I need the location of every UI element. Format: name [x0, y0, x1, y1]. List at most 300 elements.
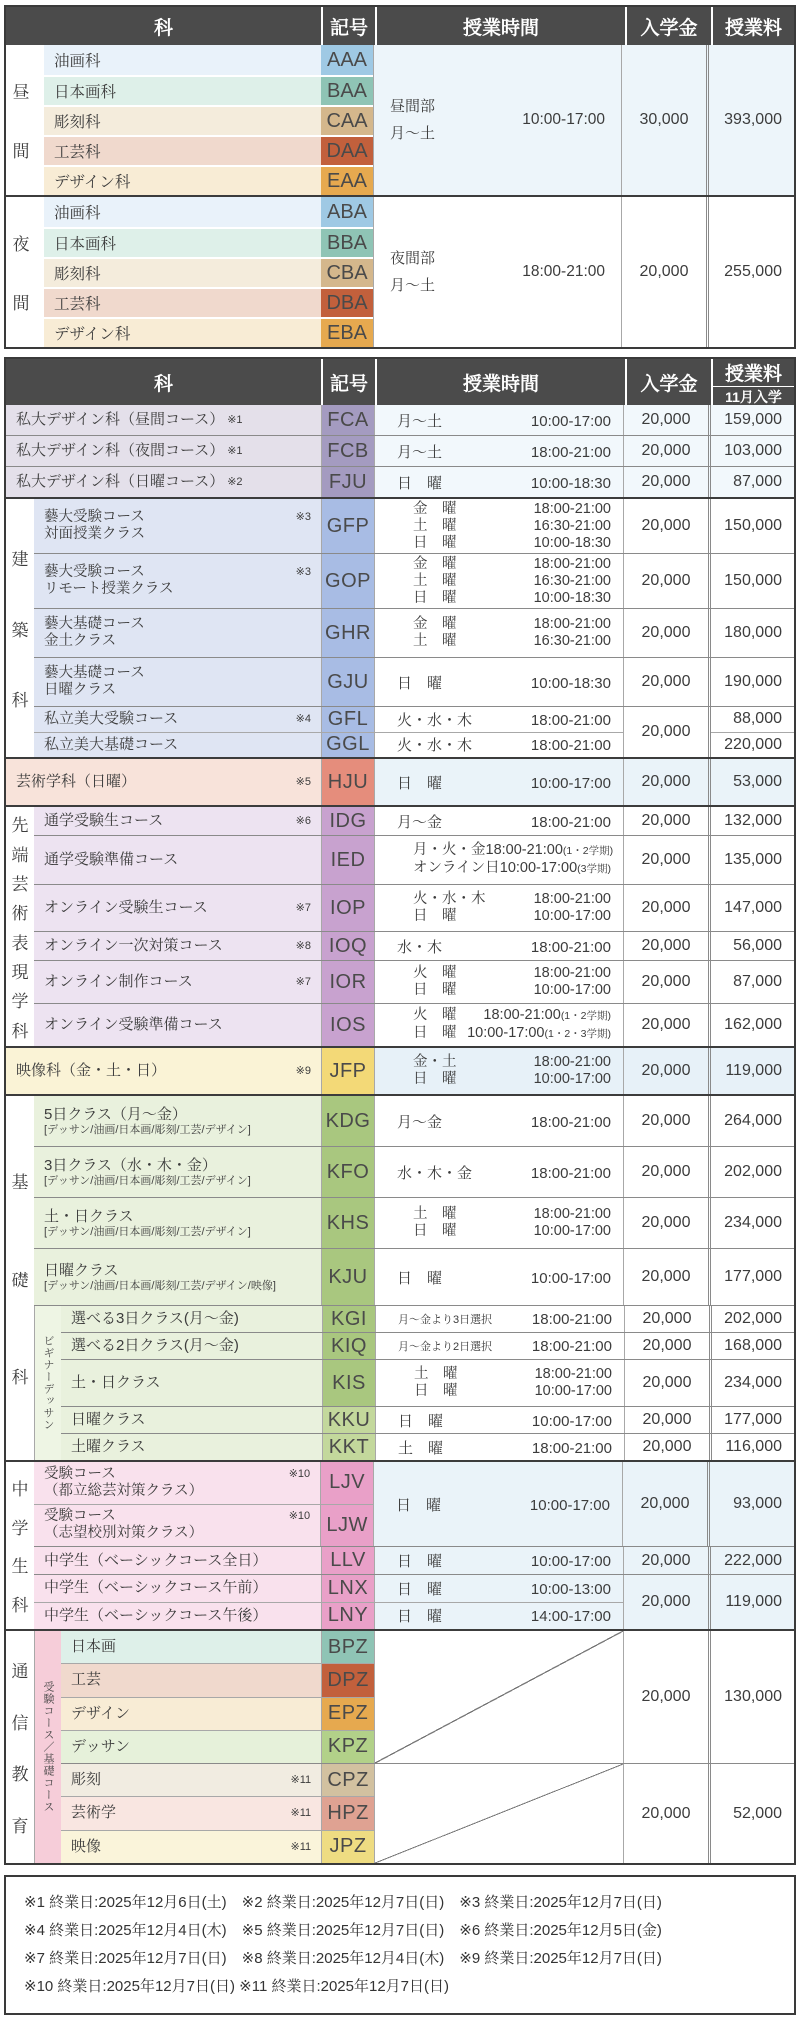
note-marker: ※1 [227, 414, 243, 426]
course-code: BPZ [321, 1631, 374, 1663]
tuition-cell: 87,000 [708, 467, 794, 497]
course-row [34, 1575, 623, 1602]
course-label-line [44, 509, 315, 526]
course-code: KKU [322, 1407, 375, 1433]
header-admission: 入学金 [625, 7, 711, 45]
time-range: 10:00-18:30 [530, 674, 611, 692]
table-header [6, 359, 794, 405]
days-label: 金 曜 [413, 555, 457, 572]
course-name: 藝大基礎コース [44, 616, 145, 632]
table-row [36, 105, 373, 135]
course-unit [61, 1332, 794, 1359]
course-name: 私大デザイン科（日曜コース） [16, 473, 225, 490]
time-line [375, 672, 623, 693]
course-name: 3日クラス（水・木・金） [44, 1156, 217, 1174]
days-label: 日 曜 [413, 1223, 457, 1239]
days-label: 土 曜 [413, 633, 457, 649]
time-range: 10:00-17:00 [533, 1223, 611, 1239]
course-name: リモート授業クラス [44, 581, 174, 597]
course-name: 対面授業クラス [44, 526, 146, 542]
course-code: KKT [322, 1434, 375, 1460]
course-code: KFO [321, 1147, 374, 1197]
course-label-line [44, 1208, 315, 1226]
time-line [375, 860, 623, 878]
time-line [375, 633, 623, 650]
course-label [34, 733, 321, 758]
course-label [61, 1333, 322, 1359]
department-label: 彫刻科 [37, 105, 321, 135]
time-cell [374, 609, 623, 657]
footnotes-box [4, 1875, 796, 2015]
days-label: 土 曜 [413, 517, 457, 534]
course-label-line [71, 1838, 315, 1856]
admission-cell: 20,000 [623, 405, 708, 435]
time-cell [374, 1575, 623, 1602]
group-label-char: 科 [11, 1367, 29, 1387]
note-marker: ※11 [290, 1807, 312, 1820]
time-cell [375, 1333, 624, 1359]
tuition-cell: 159,000 [708, 405, 794, 435]
time-line [375, 1223, 623, 1240]
time-range: 10:00-17:00 [533, 982, 611, 998]
table-row [36, 45, 373, 75]
table-row [36, 75, 373, 105]
days-label: 日 曜 [414, 1383, 458, 1399]
course-code: KIQ [322, 1333, 375, 1359]
time-line [375, 1025, 623, 1043]
days-label: 日 曜 [396, 1496, 442, 1514]
department-label: 工芸科 [37, 135, 321, 165]
course-name: 受験コース [44, 1465, 116, 1482]
admission-cell: 20,000 [623, 1096, 708, 1146]
tuition-cell: 222,000 [708, 1547, 794, 1574]
course-label [61, 1698, 321, 1730]
course-label-line [44, 682, 315, 699]
group-label-char: 科 [11, 1595, 29, 1615]
time-line [376, 1410, 624, 1431]
course-name: 5日クラス（月〜金） [44, 1105, 187, 1123]
course-code: CPZ [321, 1764, 374, 1796]
time-range: 18:00-21:00 [530, 813, 611, 831]
days-label: 金・土 [413, 1054, 457, 1070]
days-label: 日 曜 [397, 474, 443, 492]
course-label-line [44, 1106, 315, 1124]
tuition-cell: 56,000 [708, 932, 794, 960]
time-range: 10:00-17:00(3学期) [499, 860, 611, 876]
tuition-cell: 88,000 [733, 710, 782, 728]
course-row [61, 1796, 374, 1829]
group-label-char: 築 [11, 620, 29, 640]
group-label-char: 育 [11, 1816, 29, 1836]
term-note: (1・2学期) [560, 1010, 611, 1022]
days-label: 日 曜 [413, 982, 457, 998]
course-name: 藝大受験コース [44, 564, 145, 580]
table-row [36, 165, 373, 195]
group-label-char: 先 [11, 816, 29, 836]
days-label: 日 曜 [413, 534, 457, 551]
course-row [61, 1730, 374, 1763]
time-line [376, 1366, 624, 1383]
time-cell [374, 885, 623, 931]
note-marker: ※4 [295, 713, 311, 726]
course-section [6, 1046, 794, 1094]
tuition-cell: 177,000 [708, 1249, 794, 1305]
group-label-char: 信 [11, 1713, 29, 1733]
days-label: 日 曜 [397, 1269, 443, 1287]
table-row [36, 135, 373, 165]
time-line [376, 1437, 624, 1458]
time-cell [374, 961, 623, 1003]
course-label-line [71, 1671, 315, 1689]
course-label [6, 405, 321, 435]
time-cell [374, 836, 623, 884]
course-name: 私大デザイン科（夜間コース） [16, 442, 225, 459]
group-label [6, 1462, 34, 1629]
admission-cell: 20,000 [623, 499, 708, 553]
time-range: 10:00-18:30 [533, 589, 611, 606]
course-code: KPZ [321, 1731, 374, 1763]
course-subjects: [デッサン/油画/日本画/彫刻/工芸/デザイン] [44, 1174, 251, 1187]
course-code: LLV [321, 1547, 374, 1574]
admission-cell: 20,000 [624, 1306, 709, 1332]
course-label-line [71, 1771, 315, 1789]
course-units [34, 499, 794, 757]
beginner-dessin-block [34, 1305, 794, 1460]
admission-cell: 20,000 [623, 885, 708, 931]
department-code: CAA [321, 105, 373, 135]
tuition-cell: 255,000 [706, 197, 794, 347]
time-cell [374, 1249, 623, 1305]
group-label-char: 術 [11, 904, 29, 924]
note-marker: ※7 [295, 902, 311, 914]
course-code: IOQ [321, 932, 374, 960]
course-label-line [16, 442, 315, 460]
course-name: 受験コース [44, 1508, 116, 1525]
group-label-char: 現 [11, 962, 29, 982]
note-marker: ※3 [295, 511, 311, 523]
course-label-line [44, 1579, 315, 1597]
department-label: 油画科 [37, 197, 321, 227]
group-label-char: 科 [11, 1021, 29, 1041]
time-range: 18:00-21:00 [530, 443, 611, 461]
days-label: 金 曜 [413, 500, 457, 517]
course-label [61, 1764, 321, 1796]
time-range: 16:30-21:00 [533, 633, 611, 649]
course-row [61, 1764, 374, 1796]
course-name: 彫刻 [71, 1771, 102, 1789]
group-label-char: 教 [11, 1765, 29, 1785]
course-code: GHR [321, 609, 374, 657]
course-label [61, 1631, 321, 1663]
course-unit [34, 960, 794, 1003]
course-name: 日曜クラス [71, 1411, 146, 1428]
department-code: ABA [321, 197, 373, 227]
course-code: KJU [321, 1249, 374, 1305]
time-range: 18:00-21:00 [522, 263, 605, 280]
time-line [375, 556, 623, 573]
admission-cell: 20,000 [623, 1575, 708, 1629]
course-label [34, 554, 321, 608]
admission-cell: 20,000 [623, 658, 708, 706]
header-hours: 授業時間 [375, 359, 625, 405]
course-name: 工芸 [71, 1671, 102, 1689]
time-line [374, 1494, 622, 1515]
group-label [6, 197, 36, 347]
days-label: 土 曜 [398, 1439, 444, 1457]
days-label: 土 曜 [414, 1366, 458, 1382]
course-section [6, 1629, 794, 1863]
time-range: 14:00-17:00 [530, 1608, 611, 1626]
time-line [375, 410, 623, 431]
session-label: 夜間部 [390, 250, 436, 267]
course-unit [6, 405, 794, 435]
course-units [34, 1462, 794, 1629]
time-line [375, 734, 623, 755]
days-label: 月〜土 [390, 125, 436, 142]
group-label [6, 1096, 34, 1460]
course-unit [34, 1462, 794, 1546]
days-label: 日 曜 [413, 589, 457, 606]
course-label [34, 961, 321, 1003]
time-range: 18:00-21:00 [533, 1206, 611, 1222]
time-range: 16:30-21:00 [533, 517, 611, 534]
department-code: AAA [321, 45, 373, 75]
department-label: 油画科 [37, 45, 321, 75]
course-label-line [16, 1062, 315, 1080]
days-label: 土 曜 [413, 572, 457, 589]
time-line [375, 1206, 623, 1223]
tuition-cell: 103,000 [708, 436, 794, 466]
time-range: 10:00-17:00 [533, 908, 611, 924]
course-unit [6, 466, 794, 497]
days-label: 火・水・木 [413, 891, 486, 907]
note-marker: ※8 [295, 940, 311, 952]
time-range: 18:00-21:00 [531, 1337, 612, 1355]
course-label-line [71, 1638, 315, 1656]
course-unit [34, 884, 794, 931]
admission-cell: 20,000 [623, 1547, 708, 1574]
admission-cell: 20,000 [623, 759, 708, 805]
course-label [34, 885, 321, 931]
course-name: 中学生（ベーシックコース午前） [44, 1579, 268, 1597]
course-name: 藝大受験コース [44, 509, 145, 525]
course-code: IOP [321, 885, 374, 931]
header-hours: 授業時間 [375, 7, 625, 45]
time-line [375, 891, 623, 908]
course-label [6, 467, 321, 497]
course-name: 藝大基礎コース [44, 665, 145, 681]
course-section [6, 805, 794, 1046]
course-label-line [44, 1483, 314, 1500]
course-name: 土・日クラス [71, 1374, 161, 1391]
admission-cell: 20,000 [623, 807, 708, 835]
tuition-cell: 53,000 [708, 759, 794, 805]
header-dept: 科 [153, 373, 173, 395]
tuition-cell: 130,000 [708, 1631, 794, 1763]
days-label: 日 曜 [413, 1071, 457, 1087]
admission-cell: 20,000 [621, 197, 706, 347]
tuition-cell: 177,000 [709, 1407, 794, 1433]
note-marker: ※3 [295, 566, 311, 578]
course-label-line [71, 1705, 315, 1723]
course-label-line [44, 812, 315, 830]
tuition-cell: 147,000 [708, 885, 794, 931]
course-label-line [44, 1016, 315, 1034]
admission-cell: 20,000 [623, 1147, 708, 1197]
course-code: IOR [321, 961, 374, 1003]
course-label [61, 1664, 321, 1696]
group-label-char: 間 [12, 141, 30, 161]
group-label-char: 科 [11, 691, 29, 711]
admission-cell: 20,000 [623, 1004, 708, 1046]
time-cell [375, 1407, 624, 1433]
days-label: 月〜金より3日選択 [398, 1314, 493, 1326]
course-unit [61, 1306, 794, 1332]
time-range: 10:00-18:30 [530, 474, 611, 492]
time-line [375, 590, 623, 607]
course-label [34, 932, 321, 960]
time-line [376, 1311, 624, 1328]
course-code: LNX [321, 1575, 374, 1602]
group-label-char: 学 [11, 1518, 29, 1538]
course-unit [34, 706, 794, 757]
note-marker: ※1 [227, 445, 243, 457]
time-range: 18:00-21:00 [533, 965, 611, 981]
time-range: 18:00-21:00 [533, 1054, 611, 1070]
group-label [6, 499, 34, 757]
course-code: KIS [322, 1360, 375, 1406]
course-row [61, 1631, 374, 1663]
group-label-char: 昼 [12, 83, 30, 103]
course-label [34, 499, 321, 553]
course-units [34, 807, 794, 1046]
course-name: デザイン [71, 1704, 130, 1722]
admission-cell: 20,000 [623, 1048, 708, 1094]
session-days [390, 245, 435, 299]
course-subjects: [デッサン/油画/日本画/彫刻/工芸/デザイン] [44, 1123, 251, 1136]
admission-cell: 20,000 [623, 554, 708, 608]
note-line: ※7 終業日:2025年12月7日(日) ※8 終業日:2025年12月4日(木) ※9 終業日:2025年12月7日(日) [24, 1950, 662, 1967]
days-label: 月〜金 [397, 1113, 443, 1131]
tuition-cell: 202,000 [709, 1306, 794, 1332]
group-label-char: 通 [11, 1662, 29, 1682]
time-range: 10:00-17:00(1・2・3学期) [467, 1025, 611, 1041]
course-name: 土曜クラス [71, 1438, 146, 1455]
time-line [375, 441, 623, 462]
tuition-cell: 190,000 [708, 658, 794, 706]
tuition-cell: 234,000 [709, 1360, 794, 1406]
time-cell [374, 1147, 623, 1197]
tuition-cell: 150,000 [708, 499, 794, 553]
course-name: 通学受験準備コース [44, 851, 179, 868]
note-marker: ※9 [295, 1065, 311, 1077]
days-label: 日 曜 [397, 1553, 443, 1570]
course-row [61, 1830, 374, 1863]
course-label [34, 1575, 321, 1602]
session-label: 昼間部 [390, 98, 436, 115]
time-line [375, 811, 623, 832]
tuition-cell: 135,000 [708, 836, 794, 884]
time-cell [374, 405, 623, 435]
course-label [6, 436, 321, 466]
time-range: 18:00-21:00 [530, 1164, 611, 1182]
table-row [36, 287, 373, 317]
note-line: ※10 終業日:2025年12月7日(日) ※11 終業日:2025年12月7日(日) [24, 1978, 450, 1995]
admission-cell: 20,000 [622, 1462, 707, 1546]
course-code: FCA [321, 405, 374, 435]
note-marker: ※10 [288, 1467, 311, 1480]
course-name: （都立総芸対策クラス） [44, 1482, 204, 1499]
department-code: BAA [321, 75, 373, 105]
time-range: 18:00-21:00 [534, 1366, 612, 1382]
time-cell [374, 1096, 623, 1146]
time-cell [374, 436, 623, 466]
course-rows [34, 707, 623, 757]
course-code: GFP [321, 499, 374, 553]
course-name: オンライン一次対策コース [44, 937, 223, 954]
course-label-line [44, 899, 315, 917]
tuition-stack [708, 707, 794, 757]
course-label-line [44, 851, 315, 869]
course-name: オンライン受験準備コース [44, 1016, 223, 1033]
course-code: EPZ [321, 1698, 374, 1730]
days-label: 日 曜 [397, 1608, 443, 1626]
time-range: 18:00-21:00 [530, 938, 611, 956]
time-line [375, 573, 623, 590]
course-label-line [16, 773, 315, 791]
time-cell [374, 658, 623, 706]
days-label: 日 曜 [397, 1580, 443, 1598]
course-name: 私立美大受験コース [44, 710, 179, 728]
tuition-cell: 180,000 [708, 609, 794, 657]
course-code: HJU [321, 759, 374, 805]
course-code: JFP [321, 1048, 374, 1094]
time-line [375, 1550, 623, 1571]
time-range: 18:00-21:00 [531, 1310, 612, 1328]
course-label-line [44, 564, 315, 581]
course-code: HPZ [321, 1797, 374, 1829]
tuition-cell: 150,000 [708, 554, 794, 608]
course-unit [61, 1631, 794, 1763]
course-name: 日本画 [71, 1638, 117, 1656]
course-code: KGI [322, 1306, 375, 1332]
course-label-line [71, 1411, 316, 1429]
course-code: KHS [321, 1198, 374, 1248]
admission-cell: 20,000 [623, 1631, 708, 1763]
course-unit [34, 835, 794, 884]
department-code: CBA [321, 257, 373, 287]
days-label: 日 曜 [397, 774, 443, 792]
days-label: 火 曜 [413, 965, 457, 981]
course-name: 映像 [71, 1837, 102, 1855]
time-line [375, 535, 623, 552]
course-name: 中学生（ベーシックコース全日） [44, 1551, 268, 1569]
time-range: 18:00-21:00(1・2学期) [483, 1007, 611, 1023]
department-code: BBA [321, 227, 373, 257]
course-name: オンライン受験生コース [44, 899, 208, 916]
time-cell [374, 1547, 623, 1574]
department-code: EBA [321, 317, 373, 347]
course-name: 日曜クラス [44, 1261, 119, 1279]
course-rows [61, 1764, 374, 1863]
tuition-cell: 132,000 [708, 807, 794, 835]
group-label-char: 芸 [11, 874, 29, 894]
tuition-cell: 264,000 [708, 1096, 794, 1146]
course-code: GOP [321, 554, 374, 608]
course-label [6, 759, 321, 805]
course-code: GJU [321, 658, 374, 706]
time-line [375, 965, 623, 982]
